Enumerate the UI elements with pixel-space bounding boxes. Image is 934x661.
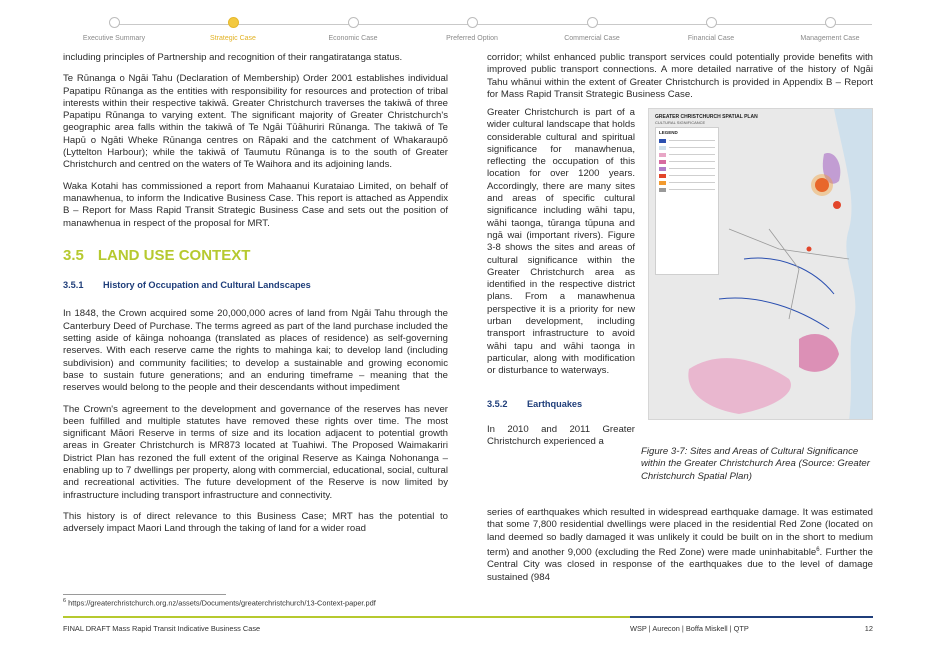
cultural-significance-map — [648, 108, 873, 420]
right-column-top — [487, 52, 873, 110]
paragraph: In 1848, the Crown acquired some 20,000,000 acres of land from Ngāi Tahu through the Canterbury Deed of Purchase. The terms agreed as part of the land purchase included the setting aside of kāinga nohoanga (translated as places of residence) as self-governing reserves. With each reserve came the rights to mahinga kai; to develop land (including subdivision) and community facilities; to develop a sustainable and growing economic base to sustain future generations; and an enduring timeframe – meaning that the reserves would belong to the people and their descendants without impediment — [63, 308, 448, 394]
step-strategic-case[interactable] — [173, 17, 293, 42]
legend-swatch — [659, 167, 666, 171]
paragraph: corridor; whilst enhanced public transport services could potentially provide benefits with improved public transport connections. A more detailed narrative of the history of Ngāi Tahu whānui within the extent of Greater Christchurch is provided in Appendix B – Report for Mass Rapid Transit Strategic Business Case. — [487, 52, 873, 100]
paragraph: This history is of direct relevance to this Business Case; MRT has the potential to adversely impact Maori Land through the taking of land for a wider road — [63, 510, 448, 535]
step-dot — [825, 17, 836, 28]
paragraph: Te Rūnanga o Ngāi Tahu (Declaration of Membership) Order 2001 establishes individual Papatipu Rūnanga as the entities with responsibility for resources and protection of tribal interests within their respective takiwā. Greater Christchurch traverses the takiwā of three Papatipu Rūnanga to varying extent. The significant majority of Greater Christchurch's geographic area falls within the takiwā of Te Ngāi Tūāhuriri Rūnanga. The takiwā of Te Hapū o Ngāti Wheke Rūnanga centres on Rāpaki and the catchment of Whakaraupō (Lyttelton Harbour); while the takiwā of Taumutu Rūnanga is to the south of Greater Christchurch and centred on the waters of Te Waihora and its adjoining lands. — [63, 73, 448, 171]
legend-row — [659, 165, 715, 172]
step-dot — [109, 17, 120, 28]
footnote — [63, 598, 376, 607]
paragraph: Greater Christchurch is part of a wider cultural landscape that holds considerable cultural and spiritual significance for manawhenua, reflecting the occupation of this location for over 1200 years. Accordingly, there are many sites and areas of specific cultural significance including wāhi tapu, wāhi taonga, tūranga tūpuna and ngā wai (important rivers). Figure 3-8 shows the sites and areas of cultural significance within the Greater Christchurch area as identified in the respective district plans. From a manawhenua perspective it is a priority for new urban development, including transport infrastructure to avoid wāhi tapu and wāhi taonga in particular, along with modification or disturbance to waterways. — [487, 107, 635, 377]
step-dot — [467, 17, 478, 28]
subsection-title: Earthquakes — [527, 398, 583, 409]
subsection-number: 3.5.2 — [487, 398, 508, 409]
step-management-case[interactable] — [770, 17, 890, 42]
step-dot — [706, 17, 717, 28]
section-heading — [63, 246, 448, 264]
paragraph-text: series of earthquakes which resulted in widespread earthquake damage. It was estimated that some 7,800 residential dwellings were placed in the residential Red Zone (located on land deemed so badly damaged it was unlikely it could be built on in the short to medium term) and another 9,000 (excluding the Red Zone) were made uninhabitable — [487, 507, 873, 559]
section-number: 3.5 — [63, 246, 84, 264]
legend-row — [659, 186, 715, 193]
paragraph: In 2010 and 2011 Greater Christchurch experienced a — [487, 423, 635, 448]
right-column-narrow — [487, 107, 635, 448]
legend-row — [659, 172, 715, 179]
legend-swatch — [659, 174, 666, 178]
subsection-title: History of Occupation and Cultural Landscapes — [103, 280, 311, 291]
progress-nav — [0, 0, 934, 52]
step-label: Strategic Case — [210, 35, 256, 42]
right-column-bottom — [487, 507, 873, 593]
legend-row — [659, 137, 715, 144]
left-column — [63, 52, 448, 545]
legend-row — [659, 151, 715, 158]
step-label: Commercial Case — [564, 35, 620, 42]
footer-document-title: FINAL DRAFT Mass Rapid Transit Indicative Business Case — [63, 624, 261, 633]
legend-row — [659, 144, 715, 151]
step-economic-case[interactable] — [293, 17, 413, 42]
legend-swatch — [659, 160, 666, 164]
step-dot — [587, 17, 598, 28]
section-title: LAND USE CONTEXT — [97, 246, 251, 264]
subsection-heading — [63, 279, 448, 291]
legend-title: LEGEND — [659, 130, 678, 135]
step-preferred-option[interactable] — [412, 17, 532, 42]
legend-swatch — [659, 146, 666, 150]
step-dot-active — [228, 17, 239, 28]
step-label: Executive Summary — [82, 35, 146, 42]
subsection-number: 3.5.1 — [63, 280, 84, 291]
paragraph: including principles of Partnership and recognition of their rangatiratanga status. — [63, 52, 403, 63]
paragraph: The Crown's agreement to the development and governance of the reserves has never been fulfilled and multiple statutes have removed these rights over time. The most significant Māori Reserve in terms of size and its location adjacent to potential growth areas in Greater Christchurch is MR873 located at Tuahiwi. The Proposed Waimakariri District Plan has rezoned the full extent of the original Reserve as Kainga Nohonanga – enabling up to 7 dwellings per property, along with commercial, educational, social, cultural and recreational activities. The future development of the Reserve is now limited by infrastructure including transport infrastructure and connectivity. — [63, 403, 448, 501]
paragraph-text: . Further the Central City was closed in response of the earthquakes due to the level of damage sustained (984 — [487, 547, 873, 583]
step-commercial-case[interactable] — [532, 17, 652, 42]
legend-swatch — [659, 139, 666, 143]
legend-row — [659, 179, 715, 186]
map-site-marker — [807, 247, 812, 252]
legend-swatch — [659, 153, 666, 157]
step-label: Management Case — [800, 35, 860, 42]
step-dot — [348, 17, 359, 28]
step-executive-summary[interactable] — [54, 17, 174, 42]
paragraph — [487, 507, 873, 584]
footnote-reference[interactable]: 6 — [816, 546, 820, 553]
legend-row — [659, 158, 715, 165]
paragraph: Waka Kotahi has commissioned a report from Mahaanui Kurataiao Limited, on behalf of manawhenua, to inform the Indicative Business Case. This report is attached as Appendix B – Report for Mass Rapid Transit Strategic Business Case and sets out the position of manawhenua in respect of the proposal for MRT. — [63, 180, 448, 229]
step-label: Financial Case — [687, 35, 735, 42]
footer-rule-navy — [630, 616, 873, 618]
map-title: GREATER CHRISTCHURCH SPATIAL PLAN — [655, 114, 758, 120]
footnote-link[interactable]: https://greaterchristchurch.org.nz/assets/Documents/greaterchristchurch/13-Context-paper.pdf — [68, 598, 376, 608]
figure-caption: Figure 3-7: Sites and Areas of Cultural Significance within the Greater Christchurch Area (Source: Greater Christchurch Spatial Plan) — [641, 446, 870, 482]
legend-swatch — [659, 188, 666, 192]
footnote-divider — [63, 594, 226, 595]
map-subtitle: CULTURAL SIGNIFICANCE — [655, 120, 706, 125]
page-number: 12 — [864, 624, 873, 633]
step-financial-case[interactable] — [651, 17, 771, 42]
map-site-marker — [833, 201, 841, 209]
legend-swatch — [659, 181, 666, 185]
subsection-heading — [487, 398, 635, 410]
footnote-number: 6 — [63, 598, 67, 604]
step-label: Economic Case — [328, 35, 378, 42]
map-legend — [655, 127, 719, 275]
map-site-halo — [811, 174, 833, 196]
footer-rule-green — [63, 616, 630, 618]
step-label: Preferred Option — [446, 35, 498, 42]
footer-authors: WSP | Aurecon | Boffa Miskell | QTP — [630, 624, 749, 633]
